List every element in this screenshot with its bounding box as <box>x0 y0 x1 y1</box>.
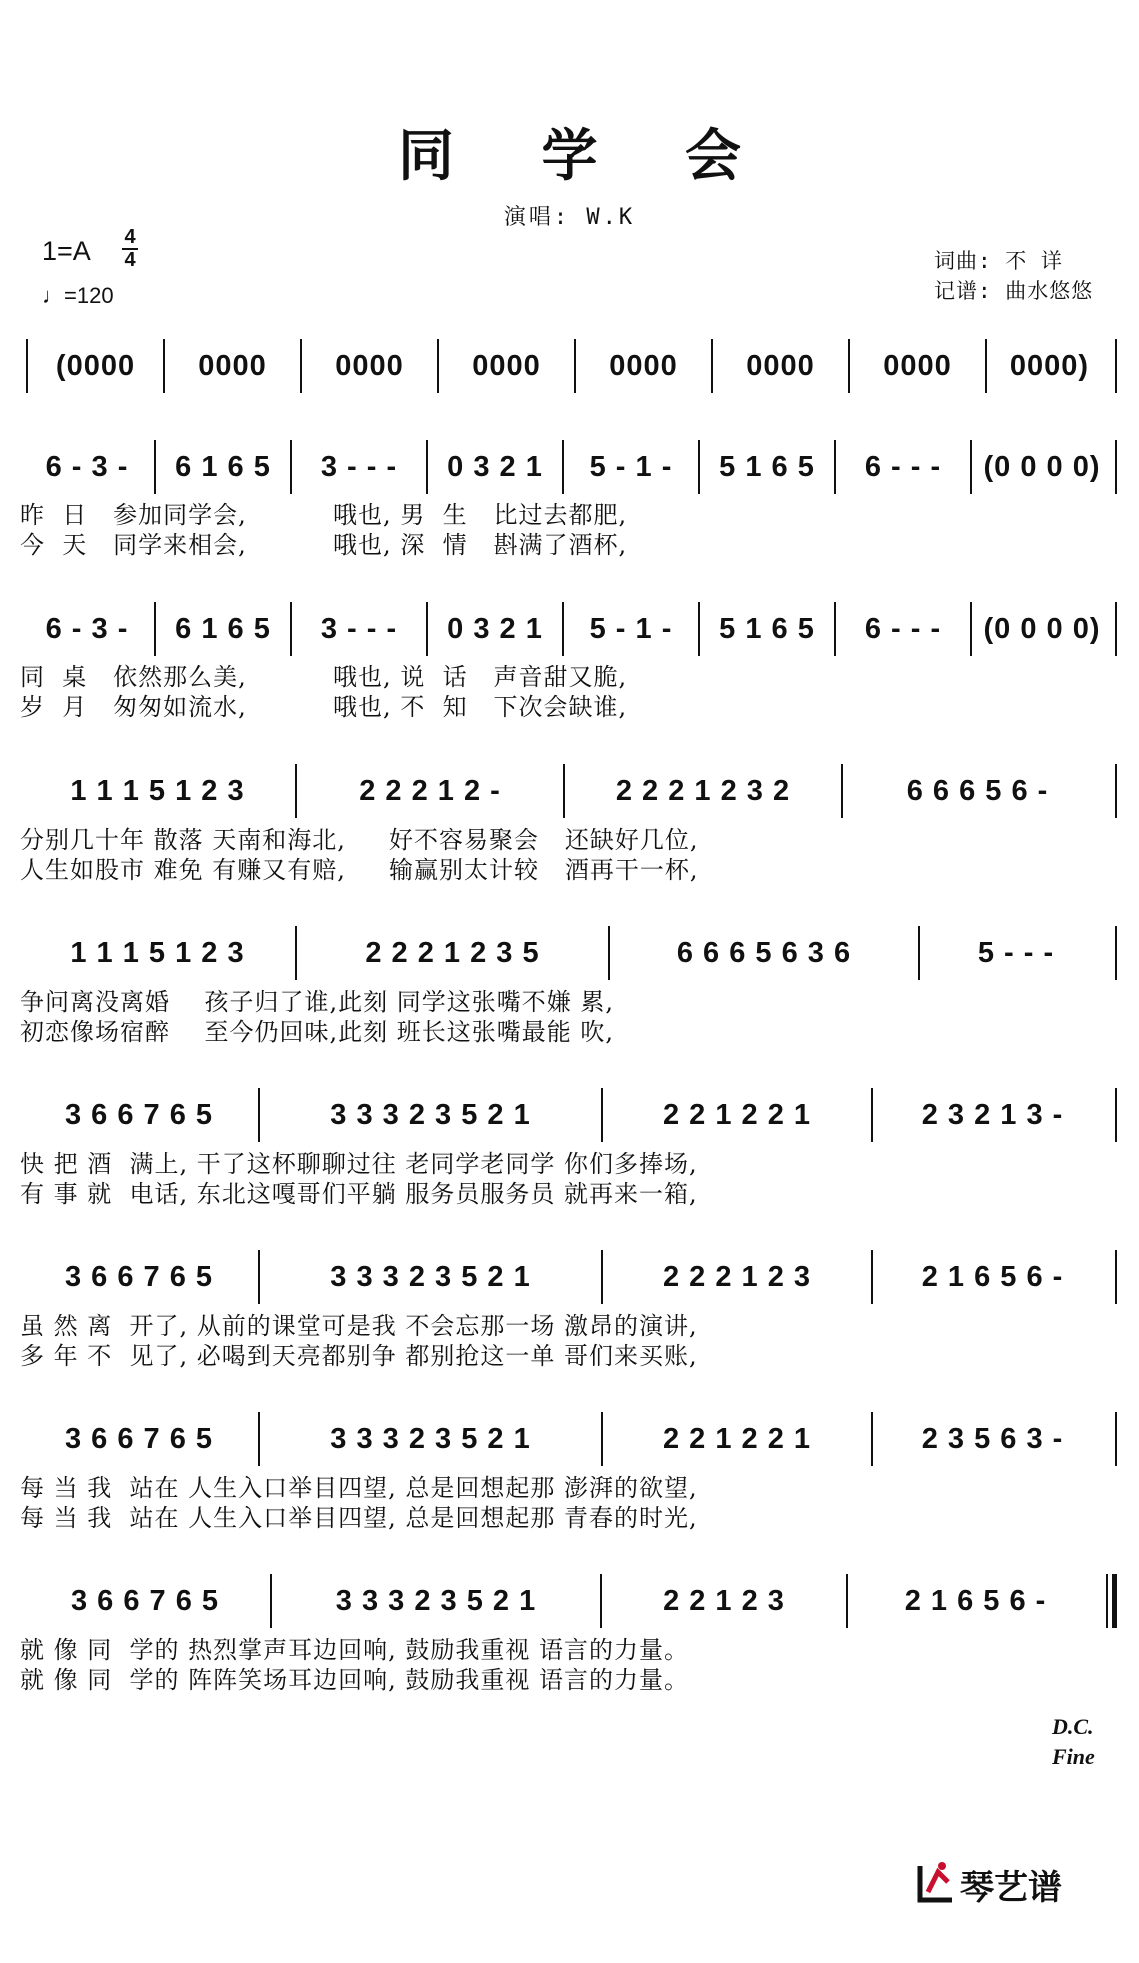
lyric-line: 每 当 我 站在 人生入口举目四望, 总是回想起那 澎湃的欲望, <box>20 1474 698 1502</box>
measure: 2 2 2 1 2 3 <box>662 1261 812 1293</box>
barline <box>1115 764 1117 818</box>
barline <box>1115 926 1117 980</box>
measure: 3 - - - <box>320 451 398 483</box>
lyric-line: 同 桌 依然那么美, 哦也, 说 话 声音甜又脆, <box>20 663 628 691</box>
singer-line: 演唱: W.K <box>503 205 636 230</box>
dc-fine-marking <box>1052 1712 1095 1772</box>
measure: 1 1 1 5 1 2 3 <box>70 775 245 807</box>
measure: 0000 <box>472 350 541 382</box>
measure: 6 - 3 - <box>45 451 129 483</box>
measure: 5 - 1 - <box>589 613 673 645</box>
staff-system <box>20 1574 1120 1628</box>
measure: 3 3 3 2 3 5 2 1 <box>330 1099 531 1131</box>
measure: 6 6 6 5 6 3 6 <box>676 937 852 969</box>
composer-credit: 词曲: 不 详 <box>934 249 1063 273</box>
barline <box>1115 602 1117 656</box>
measure: 6 - - - <box>864 451 942 483</box>
staff-system <box>20 440 1120 494</box>
time-signature <box>122 228 138 270</box>
final-barline-thin <box>1106 1574 1108 1628</box>
staff-system <box>20 1412 1120 1466</box>
barline <box>1115 1250 1117 1304</box>
lyric-line: 初恋像场宿醉 至今仍回味,此刻 班长这张嘴最能 吹, <box>20 1018 615 1046</box>
measure: 6 1 6 5 <box>175 451 271 483</box>
measure: (0 0 0 0) <box>983 451 1101 483</box>
measure: 3 6 6 7 6 5 <box>64 1423 214 1455</box>
lyric-line: 多 年 不 见了, 必喝到天亮都别争 都别抢这一单 哥们来买账, <box>20 1342 698 1370</box>
measure: (0 0 0 0) <box>983 613 1101 645</box>
measure: 2 1 6 5 6 - <box>904 1585 1047 1617</box>
lyric-line: 争问离没离婚 孩子归了谁,此刻 同学这张嘴不嫌 累, <box>20 988 615 1016</box>
lyric-line: 每 当 我 站在 人生入口举目四望, 总是回想起那 青春的时光, <box>20 1504 698 1532</box>
measure: 6 - - - <box>864 613 942 645</box>
measure: 2 2 1 2 3 <box>663 1585 785 1617</box>
measure: 5 - - - <box>977 937 1055 969</box>
measure: 0000 <box>198 350 267 382</box>
measure: 2 3 2 1 3 - <box>921 1099 1064 1131</box>
dc-mark: D.C. <box>1052 1714 1094 1739</box>
brand-name: 琴艺谱 <box>960 1868 1062 1908</box>
measure: 3 3 3 2 3 5 2 1 <box>335 1585 537 1617</box>
measure: (0000 <box>55 350 136 382</box>
lyric-line: 虽 然 离 开了, 从前的课堂可是我 不会忘那一场 激昂的演讲, <box>20 1312 698 1340</box>
lyric-line: 岁 月 匆匆如流水, 哦也, 不 知 下次会缺谁, <box>20 693 628 721</box>
final-barline-thick <box>1112 1574 1117 1628</box>
measure: 0000) <box>1009 350 1090 382</box>
credits <box>934 246 1093 306</box>
barline <box>1115 1088 1117 1142</box>
measure: 3 6 6 7 6 5 <box>64 1261 214 1293</box>
lyric-line: 昨 日 参加同学会, 哦也, 男 生 比过去都肥, <box>20 501 628 529</box>
time-signature-top: 4 <box>124 226 136 248</box>
tempo-mark: ♩=120 <box>42 283 114 308</box>
measure: 2 1 6 5 6 - <box>921 1261 1064 1293</box>
measure: 6 6 6 5 6 - <box>906 775 1049 807</box>
lyric-line: 今 天 同学来相会, 哦也, 深 情 斟满了酒杯, <box>20 531 628 559</box>
lyric-line: 就 像 同 学的 热烈掌声耳边回响, 鼓励我重视 语言的力量。 <box>20 1636 690 1664</box>
measure: 3 6 6 7 6 5 <box>70 1585 220 1617</box>
staff-system <box>20 1250 1120 1304</box>
brand-watermark <box>916 1860 1062 1908</box>
measure: 1 1 1 5 1 2 3 <box>70 937 245 969</box>
measure: 2 3 5 6 3 - <box>921 1423 1064 1455</box>
barline <box>1115 339 1117 393</box>
song-title: 同 学 会 <box>398 123 775 189</box>
key-signature: 1=A <box>42 236 91 266</box>
measure: 3 3 3 2 3 5 2 1 <box>330 1423 531 1455</box>
staff-system <box>20 1088 1120 1142</box>
measure: 0000 <box>609 350 678 382</box>
measure: 2 2 1 2 2 1 <box>662 1423 812 1455</box>
lyric-line: 人生如股市 难免 有赚又有赔, 输赢别太计较 酒再干一杯, <box>20 856 699 884</box>
measure: 0000 <box>746 350 815 382</box>
measure: 2 2 2 1 2 3 5 <box>365 937 540 969</box>
staff-system <box>20 926 1120 980</box>
time-signature-bottom: 4 <box>124 249 136 271</box>
barline <box>1115 440 1117 494</box>
measure: 6 1 6 5 <box>175 613 271 645</box>
measure: 5 - 1 - <box>589 451 673 483</box>
measure: 0 3 2 1 <box>447 451 543 483</box>
staff-system <box>20 764 1120 818</box>
measure: 2 2 2 1 2 3 2 <box>615 775 791 807</box>
measure: 2 2 1 2 2 1 <box>662 1099 812 1131</box>
lyric-line: 分别几十年 散落 天南和海北, 好不容易聚会 还缺好几位, <box>20 826 699 854</box>
music-note-logo-icon <box>916 1860 956 1904</box>
measure: 3 - - - <box>320 613 398 645</box>
barline <box>1115 1412 1117 1466</box>
measure: 0000 <box>883 350 952 382</box>
staff-system <box>20 602 1120 656</box>
lyric-line: 快 把 酒 满上, 干了这杯聊聊过往 老同学老同学 你们多捧场, <box>20 1150 698 1178</box>
measure: 2 2 2 1 2 - <box>359 775 501 807</box>
staff-system <box>20 339 1120 393</box>
transcriber-credit: 记谱: 曲水悠悠 <box>934 279 1094 303</box>
fine-mark: Fine <box>1052 1744 1095 1769</box>
measure: 5 1 6 5 <box>719 451 815 483</box>
measure: 3 6 6 7 6 5 <box>64 1099 214 1131</box>
measure: 0000 <box>335 350 404 382</box>
measure: 0 3 2 1 <box>447 613 543 645</box>
lyric-line: 就 像 同 学的 阵阵笑场耳边回响, 鼓励我重视 语言的力量。 <box>20 1666 690 1694</box>
measure: 6 - 3 - <box>45 613 129 645</box>
measure: 3 3 3 2 3 5 2 1 <box>330 1261 531 1293</box>
lyric-line: 有 事 就 电话, 东北这嘎哥们平躺 服务员服务员 就再来一箱, <box>20 1180 698 1208</box>
measure: 5 1 6 5 <box>719 613 815 645</box>
